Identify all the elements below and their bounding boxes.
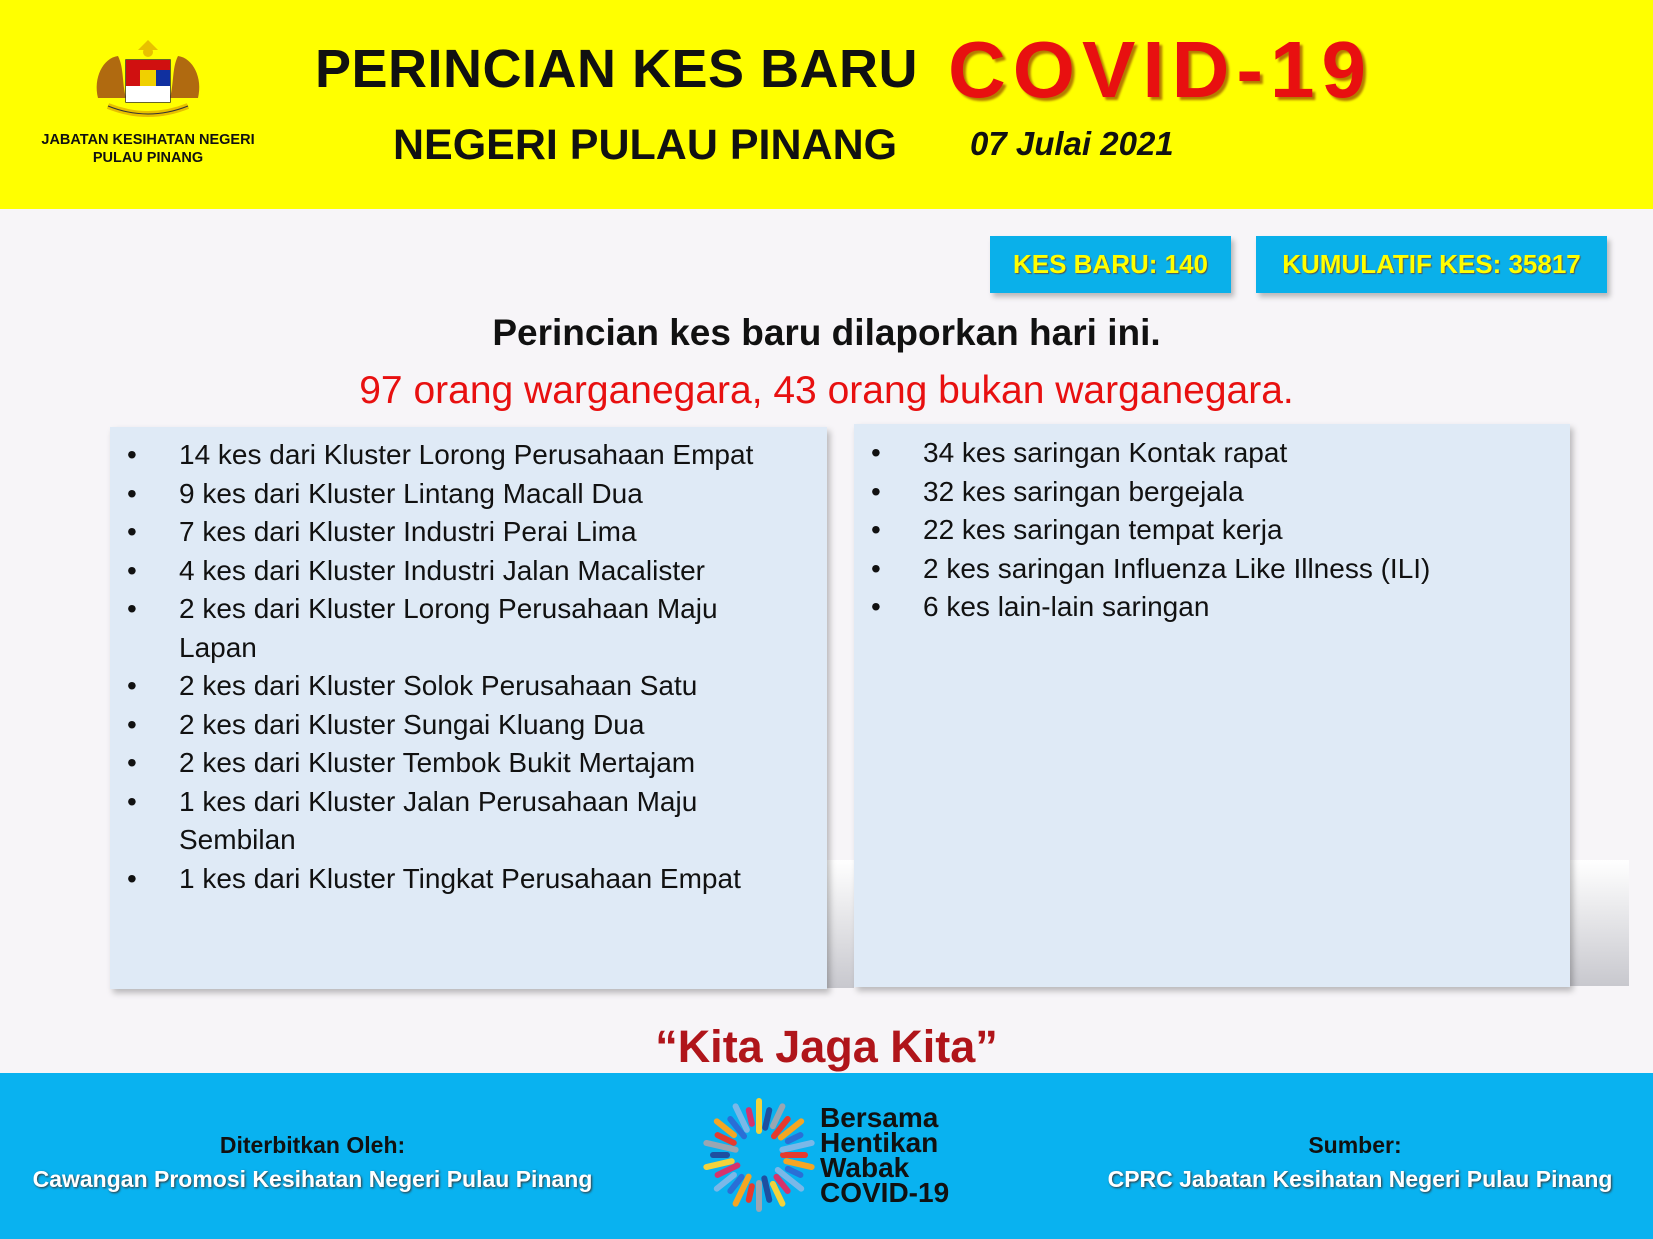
malaysia-coat-of-arms-icon — [88, 38, 208, 126]
list-item — [127, 783, 769, 860]
list-item — [127, 475, 817, 514]
list-item — [127, 590, 779, 667]
clusters-list — [127, 436, 817, 898]
list-item — [871, 473, 1561, 512]
cumulative-cases-badge: KUMULATIF KES: 35817 — [1256, 236, 1607, 293]
cluster-text: 2 kes dari Kluster Tembok Bukit Mertajam — [179, 747, 696, 778]
header-banner — [0, 0, 1653, 209]
burst-ray — [706, 1161, 731, 1167]
published-by-value: Cawangan Promosi Kesihatan Negeri Pulau Pinang — [32, 1166, 593, 1192]
bullet: • — [127, 708, 137, 740]
organization-line-2: PULAU PINANG — [92, 150, 204, 166]
burst-ray — [786, 1161, 811, 1167]
cluster-text: 14 kes dari Kluster Lorong Perusahaan Empat — [179, 439, 754, 470]
source-value: CPRC Jabatan Kesihatan Negeri Pulau Pinang — [1107, 1166, 1613, 1192]
title-line-2: NEGERI PULAU PINANG — [393, 121, 898, 169]
slogan: “Kita Jaga Kita” — [655, 1021, 998, 1072]
list-item — [127, 667, 817, 706]
summary-breakdown: 97 orang warganegara, 43 orang bukan warganegara. — [359, 369, 1294, 412]
organization-name — [18, 131, 278, 167]
bullet: • — [871, 437, 881, 468]
new-cases-badge: KES BARU: 140 — [990, 236, 1231, 293]
burst-ray — [765, 1110, 769, 1128]
burst-ray — [749, 1186, 752, 1200]
screening-text: 22 kes saringan tempat kerja — [923, 514, 1283, 545]
bullet: • — [871, 475, 881, 507]
panel-shadow — [1569, 860, 1629, 986]
title-highlight: COVID-19 — [948, 25, 1373, 114]
bullet: • — [127, 593, 137, 624]
burst-ray — [788, 1135, 801, 1141]
list-item — [127, 552, 817, 591]
list-item — [871, 588, 1561, 627]
campaign-line: Bersama — [820, 1102, 939, 1133]
cluster-text: 2 kes dari Kluster Sungai Kluang Dua — [179, 708, 645, 740]
burst-ray — [749, 1110, 752, 1124]
bullet: • — [127, 747, 137, 778]
cluster-text: 1 kes dari Kluster Tingkat Perusahaan Empat — [179, 862, 741, 894]
organization-line-1: JABATAN KESIHATAN NEGERI — [41, 132, 255, 148]
list-item — [127, 436, 817, 475]
burst-ray — [788, 1169, 801, 1175]
cluster-text: 2 kes dari Kluster Lorong Perusahaan Maju Lapan — [179, 593, 718, 663]
campaign-line: Hentikan — [820, 1127, 939, 1158]
cluster-text: 4 kes dari Kluster Industri Jalan Macalister — [179, 554, 705, 586]
burst-ray — [782, 1143, 811, 1150]
campaign-burst-icon — [700, 1096, 818, 1214]
list-item — [127, 513, 817, 552]
title-line-1: PERINCIAN KES BARU — [315, 39, 919, 99]
bullet: • — [127, 516, 137, 547]
published-by-label: Diterbitkan Oleh: — [219, 1132, 406, 1158]
screening-text: 2 kes saringan Influenza Like Illness (ILI) — [923, 552, 1431, 584]
bullet: • — [127, 554, 137, 586]
list-item — [871, 550, 1561, 589]
list-item — [871, 511, 1561, 550]
bullet: • — [127, 477, 137, 509]
summary-heading: Perincian kes baru dilaporkan hari ini. — [492, 312, 1161, 353]
report-date: 07 Julai 2021 — [970, 125, 1174, 162]
bullet: • — [127, 670, 137, 701]
screening-text: 34 kes saringan Kontak rapat — [923, 437, 1288, 468]
source-label: Sumber: — [1308, 1132, 1402, 1158]
screening-text: 32 kes saringan bergejala — [923, 475, 1244, 507]
screenings-list — [871, 434, 1561, 627]
screening-text: 6 kes lain-lain saringan — [923, 591, 1210, 622]
list-item — [127, 860, 817, 899]
burst-ray — [764, 1178, 769, 1199]
list-item — [127, 744, 817, 783]
campaign-logo-text — [820, 1102, 950, 1208]
cluster-text: 7 kes dari Kluster Industri Perai Lima — [179, 516, 637, 547]
campaign-line: COVID-19 — [820, 1177, 950, 1208]
cluster-text: 1 kes dari Kluster Jalan Perusahaan Maju Sembilan — [179, 785, 698, 855]
bullet: • — [871, 552, 881, 584]
cluster-text: 9 kes dari Kluster Lintang Macall Dua — [179, 477, 643, 509]
cluster-text: 2 kes dari Kluster Solok Perusahaan Satu — [179, 670, 698, 701]
panel-shadow — [826, 860, 854, 988]
bullet: • — [127, 785, 137, 817]
bullet: • — [127, 439, 137, 470]
bullet: • — [871, 514, 881, 545]
bullet: • — [127, 862, 137, 894]
campaign-line: Wabak — [820, 1152, 910, 1183]
bullet: • — [871, 591, 881, 622]
list-item — [871, 434, 1561, 473]
list-item — [127, 706, 817, 745]
